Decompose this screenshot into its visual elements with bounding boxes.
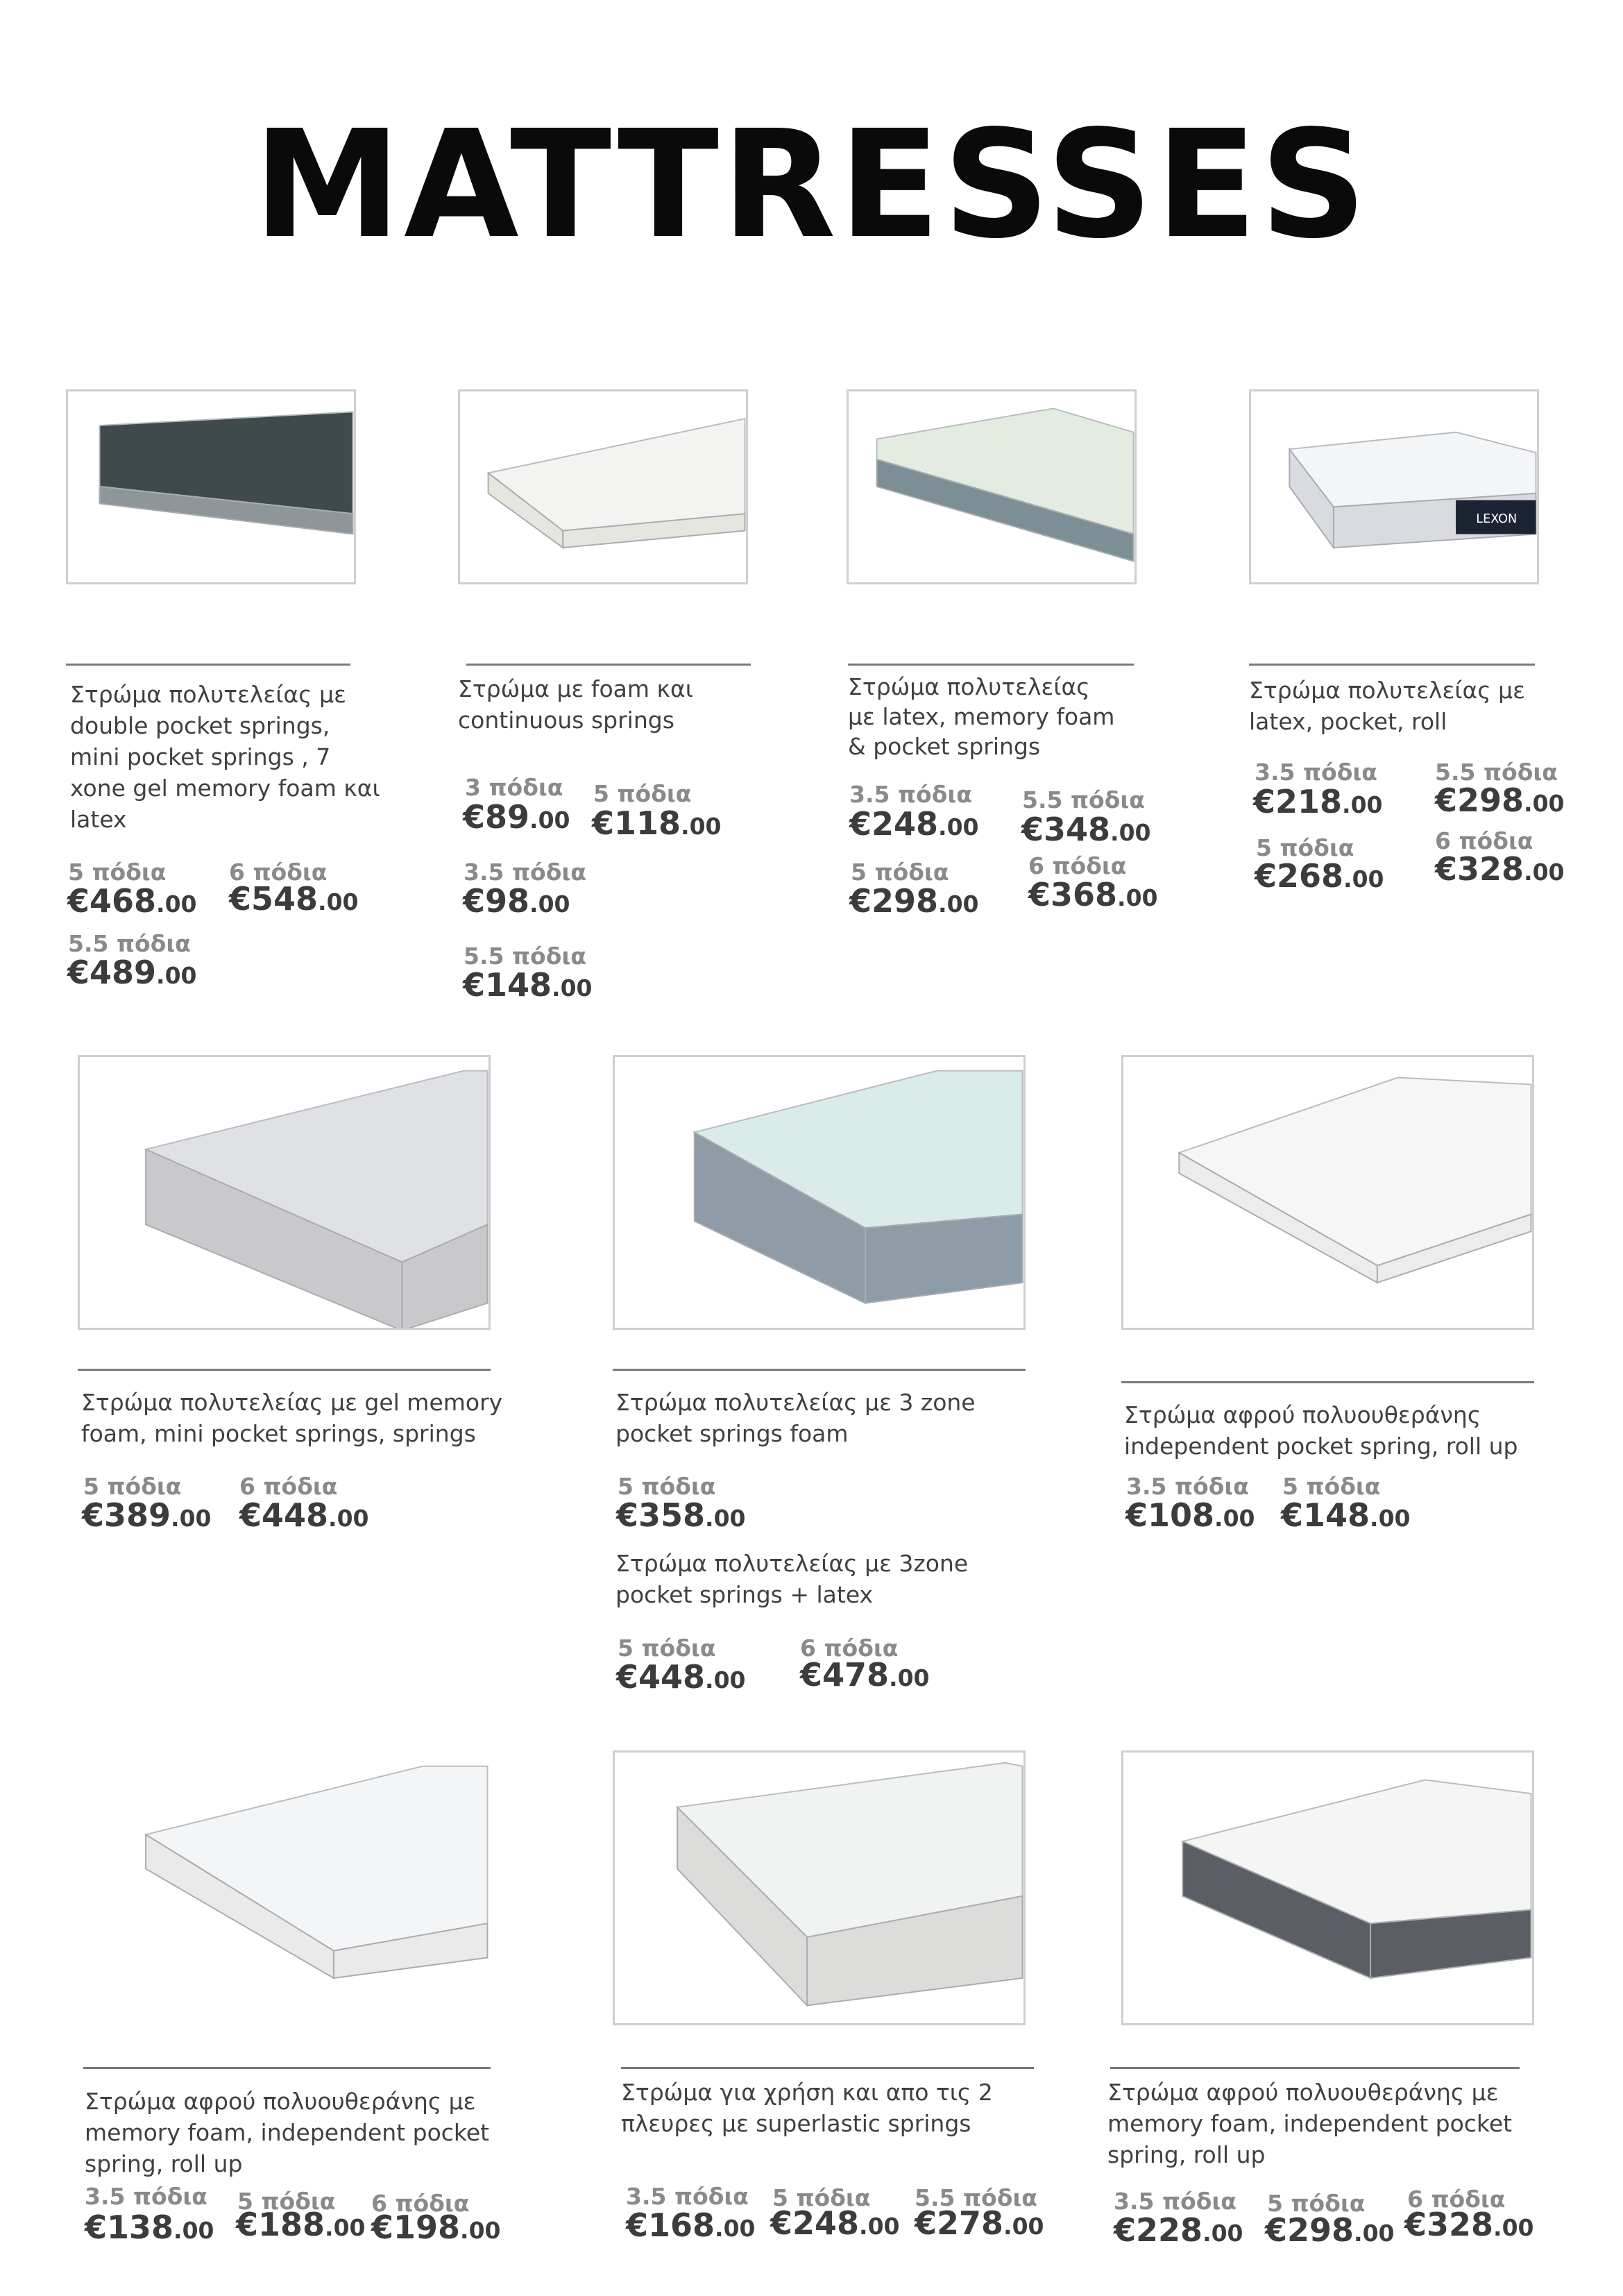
price: €198.00 <box>371 2209 501 2246</box>
price: €118.00 <box>592 804 722 842</box>
product-description: Στρώμα με foam και continuous springs <box>458 675 693 734</box>
product-description: Στρώμα αφρού πολυουθεράνης με memory foam, independent pocket spring, roll up <box>1107 2079 1513 2168</box>
price: €218.00 <box>1253 783 1383 820</box>
mattress-white-pocket-icon <box>1251 391 1537 582</box>
price: €328.00 <box>1404 2206 1534 2243</box>
product-image-3 <box>847 389 1137 584</box>
size-label: 5 πόδια <box>1256 834 1354 861</box>
product-image-10 <box>1121 1750 1534 2025</box>
price: €548.00 <box>229 880 359 918</box>
mattress-gel-memory-icon <box>80 1057 488 1328</box>
product-description: Στρώμα αφρού πολυουθεράνης independent pocket spring, roll up <box>1124 1401 1518 1460</box>
size-label: 5.5 πόδια <box>68 930 191 957</box>
product-image-8 <box>78 1750 491 2025</box>
size-label: 3.5 πόδια <box>626 2183 749 2210</box>
price: €298.00 <box>849 882 979 920</box>
divider <box>848 664 1134 666</box>
size-label: 3.5 πόδια <box>464 859 586 886</box>
divider <box>1249 664 1535 666</box>
size-label: 5 πόδια <box>618 1473 716 1500</box>
size-label: 6 πόδια <box>1028 852 1127 879</box>
product-image-1 <box>66 389 356 584</box>
divider <box>1110 2067 1520 2069</box>
price: €278.00 <box>915 2204 1044 2242</box>
size-label: 5 πόδια <box>1267 2190 1366 2217</box>
size-label: 5 πόδια <box>618 1635 716 1662</box>
size-label: 5.5 πόδια <box>1022 786 1145 813</box>
price: €489.00 <box>67 954 197 991</box>
size-label: 5 πόδια <box>851 859 949 886</box>
size-label: 3 πόδια <box>465 774 563 801</box>
divider <box>613 1369 1026 1371</box>
product-image-4 <box>1249 389 1539 584</box>
size-label: 5 πόδια <box>68 859 167 886</box>
mattress-rollup-foam-icon <box>1123 1057 1532 1328</box>
divider <box>66 664 350 666</box>
divider <box>466 664 751 666</box>
mattress-dark-pillowtop-icon <box>68 391 354 582</box>
price: €248.00 <box>770 2204 900 2242</box>
size-label: 6 πόδια <box>1435 827 1533 854</box>
mattress-3zone-icon <box>615 1057 1023 1328</box>
size-label: 5 πόδια <box>593 780 692 807</box>
product-description: Στρώμα πολυτελείας με latex, memory foam & pocket springs <box>848 673 1115 760</box>
size-label: 5 πόδια <box>237 2188 336 2215</box>
size-label: 6 πόδια <box>371 2190 470 2217</box>
product-variant-description: Στρώμα πολυτελείας με 3zone pocket springs + latex <box>615 1550 969 1608</box>
divider <box>621 2067 1034 2069</box>
price: €148.00 <box>1281 1496 1411 1534</box>
price: €448.00 <box>616 1658 746 1696</box>
size-label: 3.5 πόδια <box>849 781 972 808</box>
price: €268.00 <box>1255 857 1384 895</box>
price: €348.00 <box>1021 811 1151 848</box>
price: €168.00 <box>626 2206 756 2244</box>
mattress-white-foam-icon <box>460 391 746 582</box>
price: €98.00 <box>463 882 570 920</box>
size-label: 3.5 πόδια <box>85 2183 207 2210</box>
product-image-2 <box>458 389 748 584</box>
size-label: 3.5 πόδια <box>1255 759 1377 786</box>
product-image-7 <box>1121 1055 1534 1330</box>
mattress-double-sided-icon <box>615 1753 1023 2023</box>
size-label: 5.5 πόδια <box>915 2184 1037 2211</box>
price: €468.00 <box>67 882 197 920</box>
size-label: 5 πόδια <box>1282 1473 1381 1500</box>
divider <box>78 1369 491 1371</box>
product-image-6 <box>613 1055 1026 1330</box>
price: €248.00 <box>849 805 979 843</box>
size-label: 5.5 πόδια <box>464 943 586 970</box>
price: €148.00 <box>463 966 593 1004</box>
price: €108.00 <box>1125 1496 1255 1534</box>
price: €298.00 <box>1435 782 1565 819</box>
size-label: 6 πόδια <box>229 859 328 886</box>
size-label: 3.5 πόδια <box>1126 1473 1249 1500</box>
price: €448.00 <box>239 1496 369 1534</box>
divider <box>83 2067 491 2069</box>
size-label: 6 πόδια <box>800 1635 899 1662</box>
divider <box>1121 1381 1534 1383</box>
product-description: Στρώμα πολυτελείας με gel memory foam, mini pocket springs, springs <box>81 1389 503 1447</box>
mattress-latex-icon <box>849 391 1135 582</box>
price: €358.00 <box>616 1496 746 1534</box>
size-label: 5.5 πόδια <box>1435 759 1558 786</box>
size-label: 3.5 πόδια <box>1114 2188 1237 2215</box>
svg-text:LEXON: LEXON <box>1476 512 1518 526</box>
size-label: 6 πόδια <box>1407 2186 1506 2213</box>
price: €368.00 <box>1028 876 1158 913</box>
product-image-5 <box>78 1055 491 1330</box>
price: €478.00 <box>800 1656 930 1694</box>
product-description: Στρώμα πολυτελείας με latex, pocket, roll <box>1249 677 1525 735</box>
size-label: 5 πόδια <box>83 1473 182 1500</box>
mattress-rollup-pocket-icon <box>1123 1753 1532 2023</box>
price: €389.00 <box>82 1496 212 1534</box>
page-title: MATTRESSES <box>253 99 1370 271</box>
price: €138.00 <box>85 2209 214 2246</box>
size-label: 5 πόδια <box>772 2184 871 2211</box>
price: €328.00 <box>1435 850 1565 888</box>
price: €228.00 <box>1114 2211 1243 2249</box>
size-label: 6 πόδια <box>239 1473 338 1500</box>
product-image-9 <box>613 1750 1026 2025</box>
price: €188.00 <box>236 2206 366 2243</box>
product-description: Στρώμα πολυτελείας με double pocket springs, mini pocket springs , 7 xone gel memory foam και latex <box>70 681 380 833</box>
product-description: Στρώμα για χρήση και απο τις 2 πλευρες με superlastic springs <box>621 2079 993 2137</box>
mattress-rollup-memory-icon <box>80 1753 488 2023</box>
price: €298.00 <box>1265 2211 1395 2249</box>
product-description: Στρώμα αφρού πολυουθεράνης με memory foam, independent pocket spring, roll up <box>85 2088 490 2177</box>
price: €89.00 <box>463 798 570 836</box>
product-description: Στρώμα πολυτελείας με 3 zone pocket springs foam <box>615 1389 976 1447</box>
